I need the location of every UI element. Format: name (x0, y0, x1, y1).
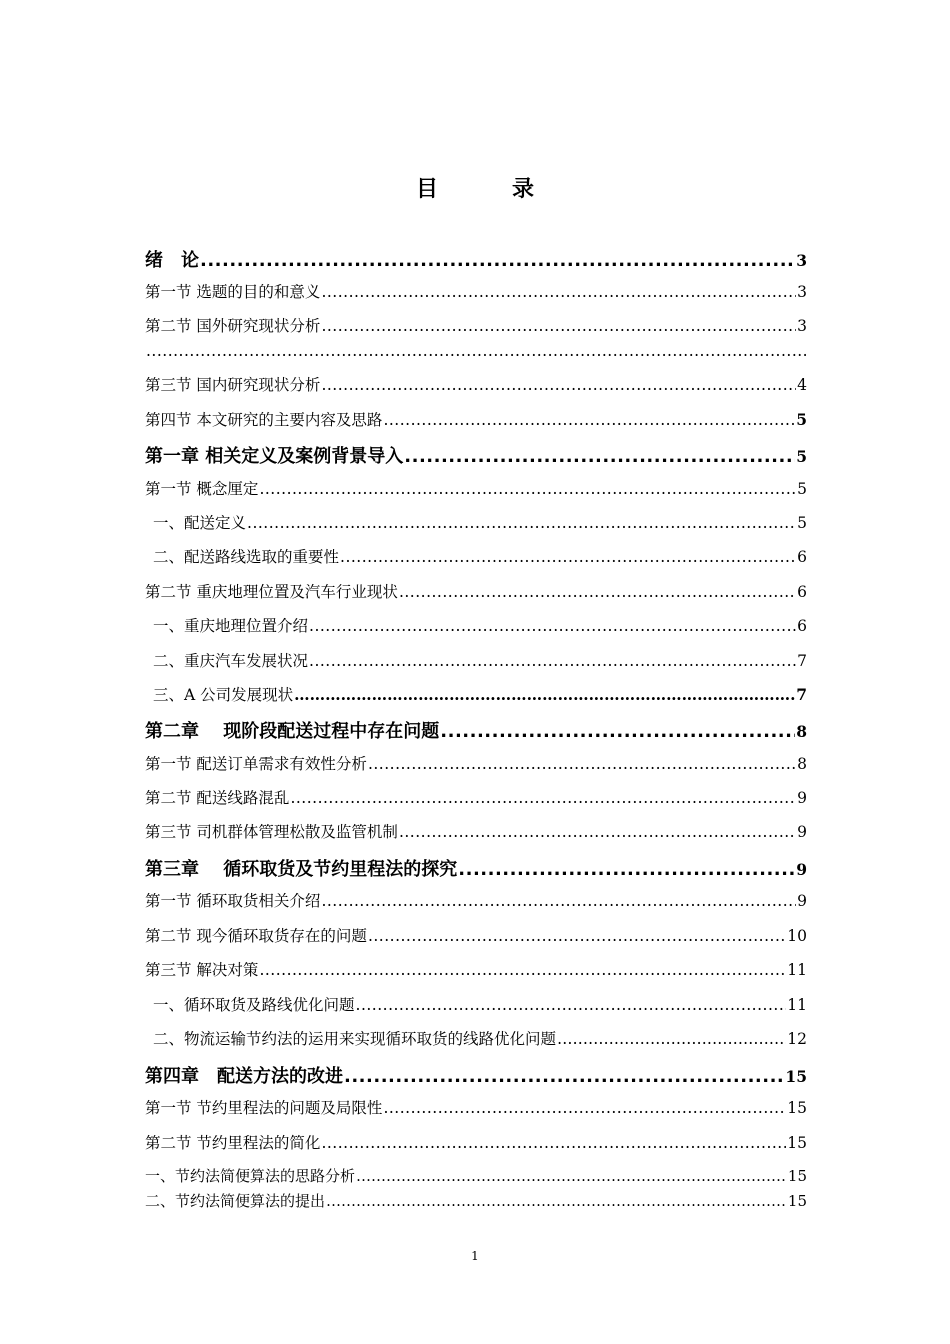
toc-entry-label: 第二章 现阶段配送过程中存在问题 (145, 721, 440, 742)
toc-entry[interactable] (145, 786, 807, 808)
toc-entry-label: 一、节约法简便算法的思路分析 (145, 1167, 356, 1185)
toc-entry[interactable] (145, 373, 807, 395)
toc-entry-label: 绪 论 (145, 250, 199, 271)
toc-dot-leader (356, 1167, 787, 1185)
toc-entry-page-number: 3 (797, 317, 807, 335)
toc-chapter-entry[interactable] (145, 717, 807, 743)
toc-entry-page-number: 5 (796, 447, 807, 466)
toc-dot-leader (321, 1134, 786, 1152)
toc-entry-page-number: 6 (797, 617, 807, 635)
toc-dot-leader (309, 617, 796, 635)
toc-entry-label: 第二节 现今循环取货存在的问题 (145, 927, 367, 945)
toc-entry[interactable] (145, 1131, 807, 1153)
toc-entry-label: 二、重庆汽车发展状况 (153, 652, 309, 670)
toc-entry-label: 第一节 配送订单需求有效性分析 (145, 755, 367, 773)
toc-entry[interactable] (145, 1027, 807, 1049)
toc-dot-leader (259, 480, 796, 498)
toc-entry-page-number: 9 (797, 823, 807, 841)
toc-chapter-entry[interactable] (145, 246, 807, 272)
toc-entry-label: 一、重庆地理位置介绍 (153, 617, 309, 635)
toc-entry[interactable] (145, 477, 807, 499)
toc-dot-leader (356, 996, 787, 1014)
toc-entry[interactable] (145, 752, 807, 774)
toc-entry-page-number: 15 (787, 1167, 807, 1185)
toc-dot-leader (344, 1066, 784, 1087)
toc-dot-leader (294, 685, 795, 704)
toc-entry-page-number: 4 (797, 376, 807, 394)
toc-dot-leader (146, 342, 806, 360)
toc-entry-label: 第二节 节约里程法的简化 (145, 1134, 321, 1152)
toc-entry[interactable] (145, 614, 807, 636)
toc-chapter-entry[interactable] (145, 855, 807, 881)
toc-entry-label: 第二节 配送线路混乱 (145, 789, 290, 807)
toc-entry[interactable] (145, 1096, 807, 1118)
toc-entry-label: 第三节 国内研究现状分析 (145, 376, 321, 394)
toc-entry[interactable] (145, 511, 807, 533)
toc-entry-label: 第一节 概念厘定 (145, 480, 259, 498)
toc-entry-label: 第四节 本文研究的主要内容及思路 (145, 411, 383, 429)
toc-entry-label: 二、节约法简便算法的提出 (145, 1192, 326, 1210)
toc-entry[interactable] (145, 993, 807, 1015)
toc-entry-label: 第一章 相关定义及案例背景导入 (145, 446, 404, 467)
toc-entry-label: 第一节 节约里程法的问题及局限性 (145, 1099, 383, 1117)
toc-dot-leader (458, 859, 795, 880)
toc-dot-leader (557, 1030, 786, 1048)
toc-entry[interactable] (145, 683, 807, 705)
toc-dot-leader (321, 892, 796, 910)
toc-entry[interactable] (145, 1190, 807, 1211)
toc-entry-label: 二、配送路线选取的重要性 (153, 548, 340, 566)
toc-entry[interactable] (145, 958, 807, 980)
toc-entry-label: 第三章 循环取货及节约里程法的探究 (145, 859, 458, 880)
toc-entry[interactable] (145, 280, 807, 302)
toc-entry-page-number: 8 (796, 722, 807, 741)
toc-entry[interactable] (145, 924, 807, 946)
toc-entry[interactable] (145, 889, 807, 911)
toc-entry-page-number: 12 (787, 1030, 807, 1048)
toc-chapter-entry[interactable] (145, 442, 807, 468)
toc-entry[interactable] (145, 314, 807, 336)
toc-entry-label: 二、物流运输节约法的运用来实现循环取货的线路优化问题 (153, 1030, 557, 1048)
toc-entry-page-number: 7 (796, 685, 807, 704)
toc-entry-page-number: 15 (787, 1192, 807, 1210)
toc-entry-page-number: 3 (796, 251, 807, 270)
toc-entry[interactable] (145, 545, 807, 567)
toc-entry[interactable] (145, 580, 807, 602)
toc-dot-leader (326, 1192, 787, 1210)
toc-dot-leader (259, 961, 786, 979)
toc-entry-page-number: 7 (797, 652, 807, 670)
toc-entry-page-number: 6 (797, 583, 807, 601)
toc-entry-page-number: 9 (797, 789, 807, 807)
toc-entry[interactable] (145, 408, 807, 430)
toc-entry-page-number: 15 (787, 1134, 807, 1152)
toc-dot-leader (200, 250, 795, 271)
toc-entry-page-number: 15 (785, 1067, 807, 1086)
toc-dot-leader (440, 721, 795, 742)
toc-dot-leader (383, 1099, 786, 1117)
toc-entry-page-number: 9 (796, 860, 807, 879)
toc-dot-leader (321, 317, 796, 335)
toc-entry-label: 第一节 循环取货相关介绍 (145, 892, 321, 910)
toc-chapter-entry[interactable] (145, 1062, 807, 1088)
toc-entry-label: 第二节 国外研究现状分析 (145, 317, 321, 335)
toc-entry[interactable] (145, 342, 807, 360)
toc-entry-page-number: 6 (797, 548, 807, 566)
page-number: 1 (471, 1249, 479, 1263)
toc-entry-page-number: 10 (787, 927, 807, 945)
toc-dot-leader (399, 583, 796, 601)
toc-entry-label: 一、配送定义 (153, 514, 247, 532)
toc-entry-page-number: 15 (787, 1099, 807, 1117)
toc-entry[interactable] (145, 820, 807, 842)
toc-dot-leader (290, 789, 796, 807)
toc-dot-leader (321, 376, 796, 394)
toc-entry-page-number: 11 (787, 996, 807, 1014)
toc-entry-page-number: 8 (797, 755, 807, 773)
toc-dot-leader (321, 283, 796, 301)
toc-dot-leader (368, 755, 796, 773)
toc-entry-label: 第二节 重庆地理位置及汽车行业现状 (145, 583, 398, 601)
toc-entry-label: 三、A 公司发展现状 (153, 686, 294, 704)
toc-dot-leader (368, 927, 786, 945)
toc-entry-label: 一、循环取货及路线优化问题 (153, 996, 355, 1014)
toc-entry-page-number: 11 (787, 961, 807, 979)
toc-entry[interactable] (145, 649, 807, 671)
toc-entry-label: 第三节 司机群体管理松散及监管机制 (145, 823, 398, 841)
toc-dot-leader (340, 548, 796, 566)
toc-entry-label: 第三节 解决对策 (145, 961, 259, 979)
toc-entry-page-number: 3 (797, 283, 807, 301)
toc-entry-page-number: 5 (797, 480, 807, 498)
toc-entry-page-number: 9 (797, 892, 807, 910)
toc-entry-page-number: 5 (797, 514, 807, 532)
toc-dot-leader (404, 446, 795, 467)
toc-dot-leader (247, 514, 796, 532)
toc-entry-label: 第四章 配送方法的改进 (145, 1066, 343, 1087)
toc-entry[interactable] (145, 1165, 807, 1186)
toc-dot-leader (309, 652, 796, 670)
toc-entry-page-number: 5 (796, 410, 807, 429)
toc-dot-leader (383, 411, 795, 429)
page-title: 目 录 (415, 177, 560, 202)
toc-entry-label: 第一节 选题的目的和意义 (145, 283, 321, 301)
toc-dot-leader (399, 823, 796, 841)
